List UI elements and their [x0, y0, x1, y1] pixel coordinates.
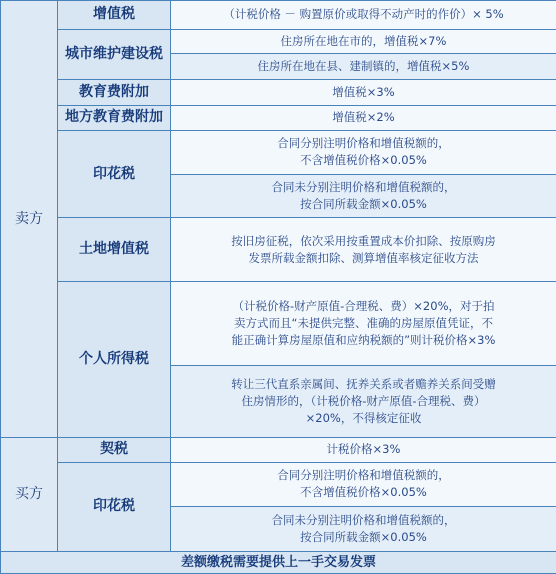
table-row	[1, 131, 556, 174]
buyer-stamp-duty-rule: 合同分别注明价格和增值税额的， 不含增值税价格×0.05%	[171, 462, 556, 507]
seller-land-appreciation-tax-name: 土地增值税	[58, 217, 171, 282]
table-row	[1, 1, 556, 30]
table-row	[1, 29, 556, 53]
table-row	[1, 79, 556, 105]
tax-table-body	[1, 1, 556, 574]
buyer-deed-tax-rule: 计税价格×3%	[171, 438, 556, 462]
seller-vat-rule: （计税价格 － 购置原价或取得不动产时的作价）× 5%	[171, 1, 556, 30]
buyer-label: 买方	[1, 438, 58, 551]
seller-urban-construction-tax-rule: 住房所在地在县、建制镇的，增值税×5%	[171, 54, 556, 80]
buyer-stamp-duty-name: 印花税	[58, 462, 171, 551]
seller-urban-construction-tax-name: 城市维护建设税	[58, 29, 171, 79]
seller-local-education-surcharge-name: 地方教育费附加	[58, 105, 171, 131]
table-row	[1, 217, 556, 282]
buyer-stamp-duty-rule: 合同未分别注明价格和增值税额的， 按合同所载金额×0.05%	[171, 507, 556, 552]
seller-education-surcharge-name: 教育费附加	[58, 79, 171, 105]
seller-urban-construction-tax-rule: 住房所在地在市的，增值税×7%	[171, 29, 556, 53]
seller-label: 卖方	[1, 1, 58, 438]
table-row	[1, 282, 556, 365]
footer-row	[1, 551, 556, 573]
seller-education-surcharge-rule: 增值税×3%	[171, 79, 556, 105]
seller-land-appreciation-tax-rule: 按旧房征税，依次采用按重置成本价扣除、按原购房 发票所载金额扣除、测算增值率核定征收方法	[171, 217, 556, 282]
seller-stamp-duty-name: 印花税	[58, 131, 171, 218]
seller-local-education-surcharge-rule: 增值税×2%	[171, 105, 556, 131]
seller-personal-income-tax-rule: （计税价格-财产原值-合理税、费）×20%，对于拍 卖方式而且“未提供完整、准确的房屋原值凭证，不 能正确计算房屋原值和应纳税额的”则计税价格×3%	[171, 282, 556, 365]
seller-stamp-duty-rule: 合同未分别注明价格和增值税额的， 按合同所载金额×0.05%	[171, 174, 556, 217]
table-row	[1, 438, 556, 462]
seller-personal-income-tax-name: 个人所得税	[58, 282, 171, 438]
footer-note: 差额缴税需要提供上一手交易发票	[1, 551, 556, 573]
seller-personal-income-tax-rule: 转让三代直系亲属间、抚养关系或者赡养关系间受赠 住房情形的，（计税价格-财产原值-合理税、费） ×20%，不得核定征收	[171, 365, 556, 437]
buyer-deed-tax-name: 契税	[58, 438, 171, 462]
seller-vat-name: 增值税	[58, 1, 171, 30]
table-row	[1, 105, 556, 131]
seller-stamp-duty-rule: 合同分别注明价格和增值税额的， 不含增值税价格×0.05%	[171, 131, 556, 174]
table-row	[1, 462, 556, 507]
